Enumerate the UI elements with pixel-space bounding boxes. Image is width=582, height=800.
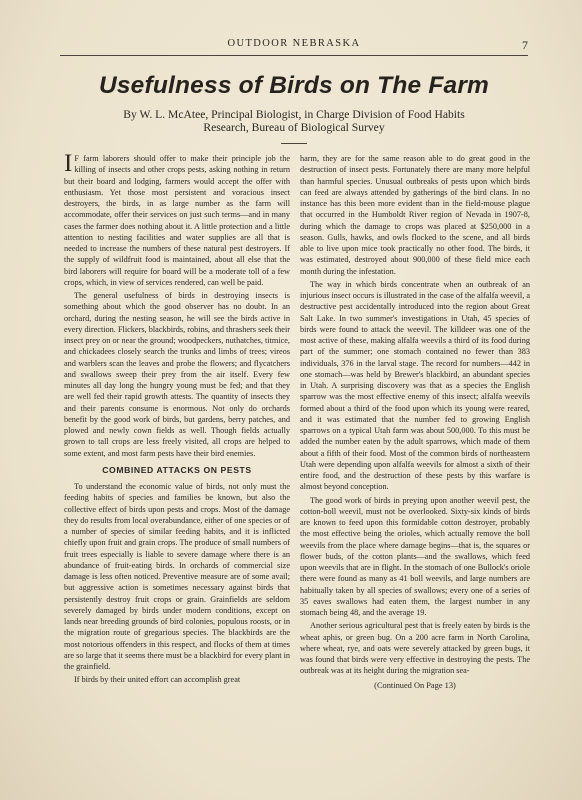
paragraph: harm, they are for the same reason able to do great good in the destruction of insect pests. Fortunately there are many more helpful than harmful species. Unusual outbreaks of pests upon which birds can feed are always attended by gatherings of the bird clans. In no instance has this been more evident than in the field-mouse plague that occurred in the Humboldt River region of Nevada in 1907-8, during which the damage to crops was placed at $250,000 in a season. Gulls, hawks, and owls flocked to the scene, and all birds able to live upon mice took practically no other food. The birds, it was estimated, destroyed about 900,000 of these field mice each month during the infestation.: [300, 154, 530, 276]
running-head: [60, 38, 528, 52]
paragraph: The general usefulness of birds in destroying insects is something about which the good observer has no doubt. In an orchard, during the nesting season, he will see the birds active in every direction. Flickers, blackbirds, robins, and thrashers seek their insect prey on or near the ground; woodpeckers, nuthatches, titmice, and chickadees closely search the trunks and limbs of trees; vireos and warblers scan the leaves and probe the flowers; and flycatchers and swallows sweep their prey from the air itself. Every few minutes all day long the hungry young must be fed; and that they are well fed their rapid growth attests. The quantity of insects they and their parents consume is enormous. Not only do orchards benefit by the good work of birds, but gardens, berry patches, and plowed and newly cown fields as well. Though fields actually grown to tall crops are less freely visited, all crops are helped to some extent, and most farm pests have their bird enemies.: [64, 291, 290, 458]
byline-line-1: By W. L. McAtee, Principal Biologist, in Charge Division of Food Habits: [123, 108, 465, 121]
header-rule: [60, 55, 528, 56]
page-number: 7: [522, 38, 528, 52]
magazine-name: OUTDOOR NEBRASKA: [227, 38, 361, 49]
left-column: [64, 150, 290, 688]
section-heading: COMBINED ATTACKS ON PESTS: [102, 464, 252, 475]
paragraph: To understand the economic value of birds, not only must the feeding habits of species and families be known, but also the collective effect of birds upon pests and crops. Most of the damage they do results from local overabundance, either of one species or of a number of species of similar feeding habits, and it is inflicted chiefly upon fruit and grain crops. The produce of small numbers of fruit trees especially is liable to severe damage where there is an abundance of fruit-eating birds. In orchards of commercial size damage is less often noticed. Preventive measure are of some avail; but aggressive action is sometimes necessary against birds that persistently destroy fruit crops or grain. Grainfields are seldom severely damaged by birds under modern conditions, except on lands near breeding grounds of bird colonies, populous roosts, or in the migration route of gregarious species. The blackbirds are the most notorious offenders in this respect, and flocks of them at times are so large that it seems there must be a blackbird for every plant in the grainfield.: [64, 482, 290, 671]
article-title: Usefulness of Birds on The Farm: [98, 72, 490, 99]
paragraph: The good work of birds in preying upon another weevil pest, the cotton-boll weevil, must not be overlooked. Sixty-six kinds of birds are known to feed upon this formidable cotton destroyer, probably the most effective being the orioles, which actually remove the boll weevils from the place where damage begins—that is, the squares or flower buds, of the cotton plants—and the swallows, which feed upon weevils that are in flight. In the stomach of one Bullock's oriole there were found as many as 41 boll weevils, and large numbers are habitually taken by all species of swallows; every one of a series of 35 eaves swallows had eaten them, the largest number in any stomach being 48, and the average 19.: [300, 495, 530, 617]
byline: [70, 108, 518, 134]
title-divider: [281, 143, 307, 144]
continued-note: (Continued On Page 13): [374, 680, 456, 690]
paragraph: Another serious agricultural pest that is freely eaten by birds is the wheat aphis, or green bug. On a 200 acre farm in North Carolina, where wheat, rye, and oats were severely attacked by green bugs, it was found that birds were very effective in destroying the pests. The outbreak was at its height during the migration sea-: [300, 621, 530, 676]
paragraph: The way in which birds concentrate when an outbreak of an injurious insect occurs is illustrated in the case of the alfalfa weevil, a destructive pest accidentally introduced into the region about Great Salt Lake. In two summer's investigations in Utah, 45 species of birds were found to attack the weevil. The killdeer was one of the most active of these, making alfalfa weevils a third of its food during part of the summer; one stomach contained no fewer than 383 individuals, 376 in the larval stage. The record for numbers—442 in one stomach—was held by Brewer's blackbird, an abundant species in Utah. A surprising discovery was that as a species the English sparrow was the most effective enemy of this insect; alfalfa weevils formed about a third of the food upon which its young were reared, and it was estimated that the number fed to growing English sparrows on a typical Utah farm was about 500,000. To this must be added the number eaten by the adult sparrows, which made of them about a fifth of their food. Most of the common birds of northeastern Utah were depending upon alfalfa weevils for almost a sixth of their entire food, and the destruction of these pests by this warfare is almost beyond conception.: [300, 279, 530, 492]
paragraph: If birds by their united effort can accomplish great: [74, 675, 241, 685]
byline-line-2: Research, Bureau of Biological Survey: [203, 121, 385, 134]
drop-cap: I: [64, 150, 73, 177]
paragraph: [64, 150, 290, 288]
right-column: [300, 153, 530, 691]
paragraph-text: F farm laborers should offer to make their principle job the killing of insects and other crops pests, asking nothing in return but their board and lodging, farmers would accept the offer with enthusiasm. Yet those most persistent and voracious insect destroyers, the birds, in as large number as the farm will accommodate, offer their services on just such terms—and in many cases the farmer does nothing about it. A little protection and a little attention to nesting facilities and water supplies are all that is needed to increase the numbers of these natural pest destroyers. If the supply of wildfruit food is maintained, about all else that the bird laborers will require for board will be a moderate toll of a few crops, which, in view of services rendered, can well be paid.: [64, 154, 290, 287]
